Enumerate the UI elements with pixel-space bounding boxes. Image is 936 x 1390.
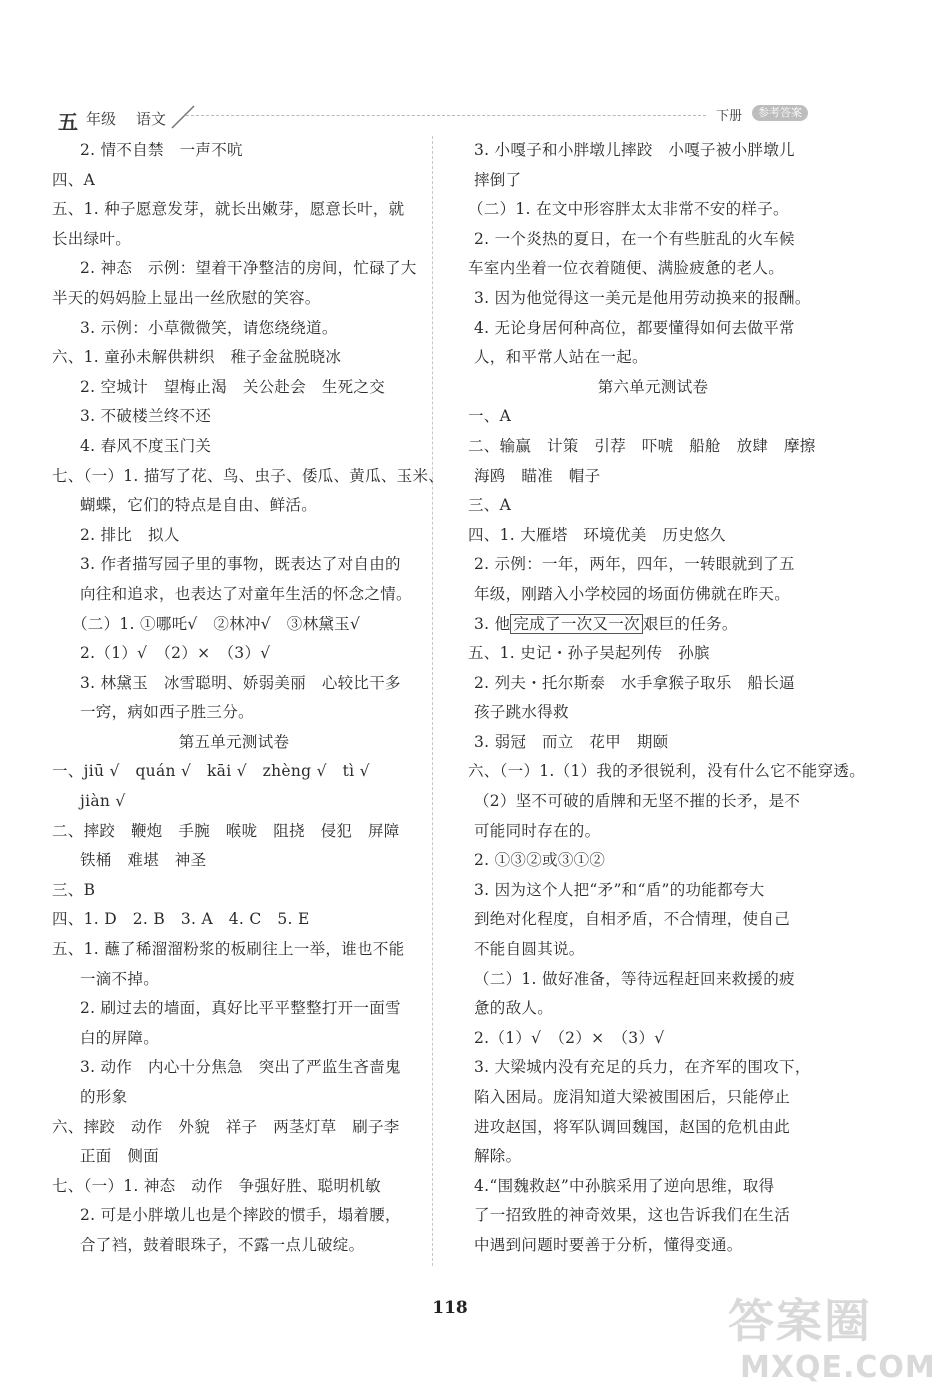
answer-line: 3. 林黛玉 冰雪聪明、娇弱美丽 心较比干多 <box>80 673 401 692</box>
answer-line: 蝴蝶，它们的特点是自由、鲜活。 <box>80 496 318 515</box>
answer-line: 中遇到问题时要善于分析，懂得变通。 <box>474 1235 743 1254</box>
page-header <box>0 100 900 134</box>
answer-line: 2.（1）√ （2）× （3）√ <box>80 644 271 663</box>
answer-line: 二、摔跤 鞭炮 手腕 喉咙 阻挠 侵犯 屏障 <box>52 821 400 840</box>
answer-line: 五、1. 蘸了稀溜溜粉浆的板刷往上一举，谁也不能 <box>52 940 405 959</box>
answer-line: 3. 不破楼兰终不还 <box>80 407 212 426</box>
answer-line: 进攻赵国，将军队调回魏国，赵国的危机由此 <box>474 1117 791 1136</box>
answer-line: 七、（一）1. 描写了花、鸟、虫子、倭瓜、黄瓜、玉米、 <box>52 466 445 485</box>
answer-line: 3. 动作 内心十分焦急 突出了严监生吝啬鬼 <box>80 1058 401 1077</box>
header-slash-icon <box>170 104 196 130</box>
answer-line: 摔倒了 <box>474 170 522 189</box>
answer-line: 3. 大梁城内没有充足的兵力，在齐军的围攻下， <box>474 1058 811 1077</box>
answer-line: 的形象 <box>80 1088 128 1106</box>
answer-line: 不能自圆其说。 <box>474 940 585 959</box>
answer-line: 六、摔跤 动作 外貌 祥子 两茎灯草 刷子李 <box>52 1117 400 1136</box>
subject-label: 语文 <box>136 110 167 128</box>
answer-line: 一滴不掉。 <box>80 969 160 988</box>
left-column <box>52 136 445 1261</box>
answer-line: 五、1. 史记・孙子吴起列传 孙膑 <box>468 644 710 663</box>
answer-line: 二、输赢 计策 引荐 吓唬 船舱 放肆 摩擦 <box>468 436 816 455</box>
answer-line: （2）坚不可破的盾牌和无坚不摧的长矛，是不 <box>474 792 801 811</box>
answer-line: jiàn √ <box>80 792 126 811</box>
answer-line: 年级，刚踏入小学校园的场面仿佛就在昨天。 <box>474 584 791 603</box>
right-column <box>468 136 866 1261</box>
answer-line: 白的屏障。 <box>80 1028 160 1047</box>
answer-line: 一、jiū √ quán √ kāi √ zhèng √ tì √ <box>52 762 370 781</box>
answer-line: 4.“围魏救赵”中孙膑采用了逆向思维，取得 <box>474 1176 775 1195</box>
answer-line: 铁桶 难堪 神圣 <box>80 851 207 870</box>
answer-line: 海鸥 瞄准 帽子 <box>474 466 601 485</box>
header-rule <box>186 115 706 116</box>
answer-line: 人，和平常人站在一起。 <box>474 348 648 367</box>
answer-line: 到绝对化程度，自相矛盾，不合情理，使自己 <box>474 910 791 929</box>
answer-line: 2. 示例：一年，两年，四年，一转眼就到了五 <box>474 555 795 574</box>
answer-line: 六、1. 童孙未解供耕织 稚子金盆脱晓冰 <box>52 348 342 367</box>
answer-line: （二）1. ①哪吒√ ②林冲√ ③林黛玉√ <box>72 614 361 633</box>
answer-line: 3. 弱冠 而立 花甲 期颐 <box>474 732 669 751</box>
answer-key-badge: 参考答案 <box>752 105 808 121</box>
answer-line: 合了裆，鼓着眼珠子，不露一点儿破绽。 <box>80 1235 365 1254</box>
answer-line: 3. 因为他觉得这一美元是他用劳动换来的报酬。 <box>474 288 811 307</box>
answer-line: 一、A <box>468 407 512 426</box>
answer-line: （二）1. 做好准备，等待远程赶回来救援的疲 <box>474 969 795 988</box>
answer-line: 正面 侧面 <box>80 1147 160 1166</box>
answer-line: 2. ①③②或③①② <box>474 851 606 870</box>
answer-line <box>468 610 832 640</box>
answer-line: 2. 神态 示例：望着干净整洁的房间，忙碌了大 <box>80 259 417 278</box>
answer-line: 六、（一）1.（1）我的矛很锐利，没有什么它不能穿透。 <box>468 762 866 781</box>
answer-line: 四、A <box>52 170 96 189</box>
answer-line: 车室内坐着一位衣着随便、满脸疲惫的老人。 <box>468 259 785 278</box>
answer-line: 2.（1）√ （2）× （3）√ <box>474 1028 665 1047</box>
watermark-url: MXQE.COM <box>740 1350 936 1385</box>
answer-line: 3. 因为这个人把“矛”和“盾”的功能都夸大 <box>474 880 765 899</box>
watermark-logo: 答案圈 <box>728 1294 872 1348</box>
answer-line: 长出绿叶。 <box>52 229 132 248</box>
answer-line: 2. 一个炎热的夏日，在一个有些脏乱的火车候 <box>474 229 795 248</box>
answer-line: 五、1. 种子愿意发芽，就长出嫩芽，愿意长叶，就 <box>52 200 405 219</box>
answer-line: 四、1. D 2. B 3. A 4. C 5. E <box>52 910 310 929</box>
answer-line: 向往和追求，也表达了对童年生活的怀念之情。 <box>80 584 412 603</box>
section-title: 第六单元测试卷 <box>597 377 709 396</box>
answer-line: 孩子跳水得救 <box>474 703 569 722</box>
answer-line: 四、1. 大雁塔 环境优美 历史悠久 <box>468 525 726 544</box>
answer-line: 一窍，病如西子胜三分。 <box>80 703 254 722</box>
answer-line: 2. 排比 拟人 <box>80 525 180 544</box>
column-divider <box>432 136 433 1266</box>
answer-line: 3. 小嘎子和小胖墩儿摔跤 小嘎子被小胖墩儿 <box>474 141 795 159</box>
boxed-answer: 完成了一次又一次 <box>510 614 642 634</box>
answer-line: 3. 作者描写园子里的事物，既表达了对自由的 <box>80 555 401 574</box>
answer-line: 2. 情不自禁 一声不吭 <box>80 141 243 159</box>
answer-line: 可能同时存在的。 <box>474 821 601 840</box>
volume-label: 下册 <box>716 109 743 124</box>
section-title: 第五单元测试卷 <box>178 732 290 751</box>
answer-line: 三、B <box>52 880 96 899</box>
page-number: 118 <box>432 1298 468 1318</box>
answer-line: 2. 可是小胖墩儿也是个摔跤的惯手，塌着腰， <box>80 1206 401 1225</box>
answer-line: 三、A <box>468 496 512 515</box>
answer-line: （二）1. 在文中形容胖太太非常不安的样子。 <box>468 200 789 219</box>
grade-number: 五 <box>58 110 78 134</box>
answer-text: 3. 他 <box>474 614 511 633</box>
answer-line: 了一招致胜的神奇效果，这也告诉我们在生活 <box>474 1206 791 1225</box>
answer-line: 2. 空城计 望梅止渴 关公赴会 生死之交 <box>80 377 386 396</box>
grade-label: 年级 <box>86 110 117 128</box>
answer-line: 七、（一）1. 神态 动作 争强好胜、聪明机敏 <box>52 1176 381 1195</box>
answer-line: 惫的敌人。 <box>474 999 554 1018</box>
watermark <box>700 1294 936 1386</box>
answer-line: 解除。 <box>474 1147 522 1166</box>
answer-text: 艰巨的任务。 <box>642 614 738 633</box>
answer-line: 3. 示例：小草微微笑，请您绕绕道。 <box>80 318 338 337</box>
answer-line: 陷入困局。庞涓知道大梁被围困后，只能停止 <box>474 1088 791 1106</box>
answer-line: 2. 列夫・托尔斯泰 水手拿猴子取乐 船长逼 <box>474 673 795 692</box>
answer-line: 2. 刷过去的墙面，真好比平平整整打开一面雪 <box>80 999 401 1018</box>
answer-line: 4. 无论身居何种高位，都要懂得如何去做平常 <box>474 318 795 337</box>
answer-line: 4. 春风不度玉门关 <box>80 436 212 455</box>
answer-line: 半天的妈妈脸上显出一丝欣慰的笑容。 <box>52 288 321 307</box>
